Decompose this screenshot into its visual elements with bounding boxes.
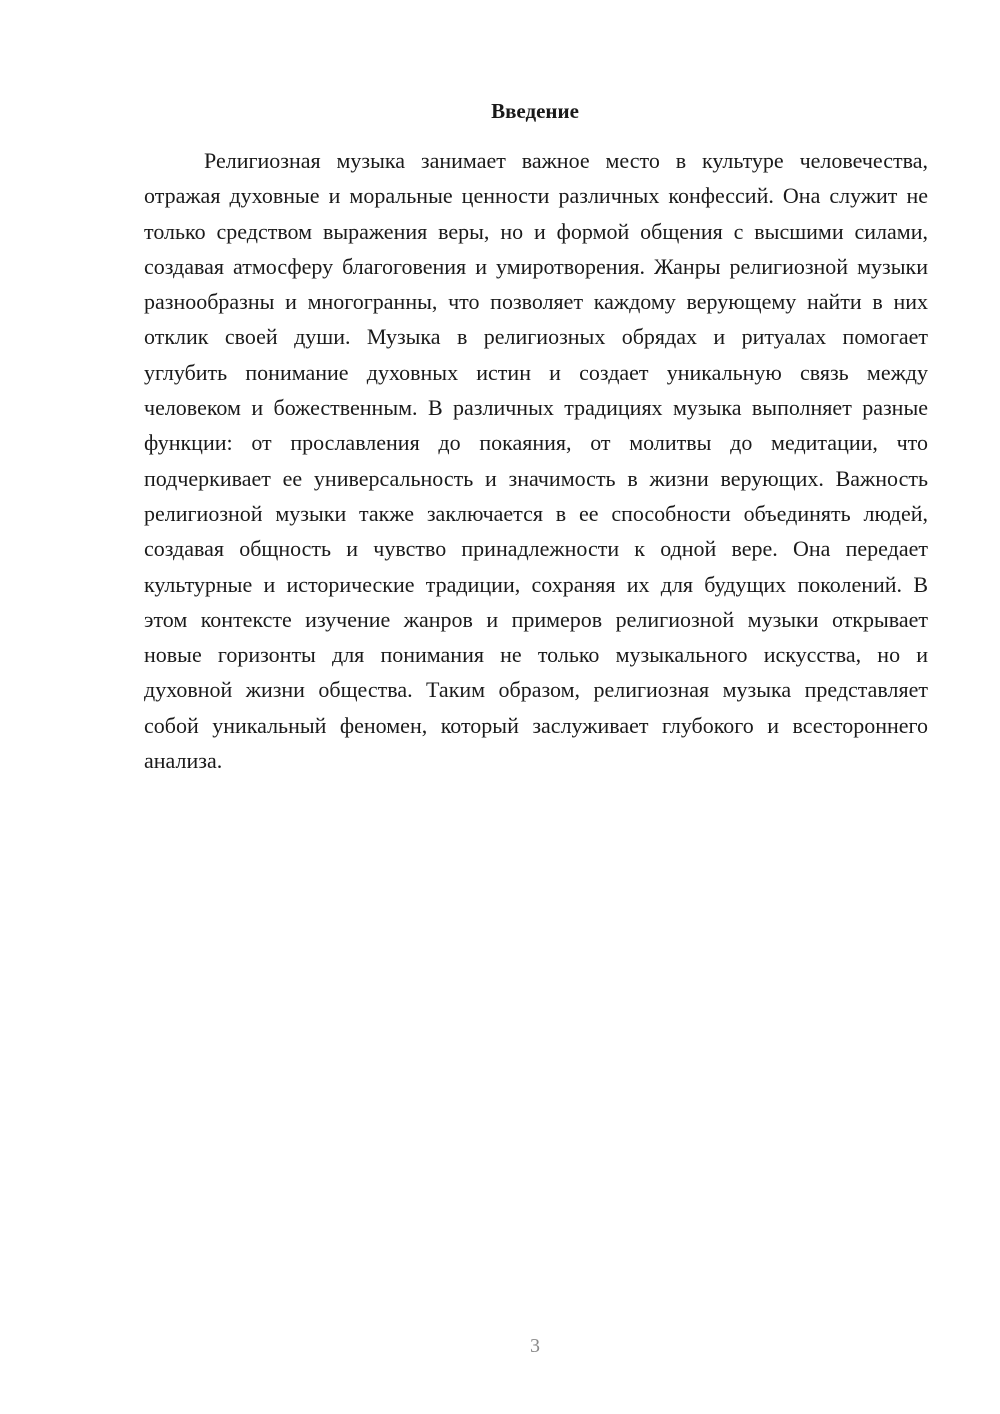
page-number: 3 xyxy=(530,1335,540,1357)
section-heading: Введение xyxy=(491,99,579,123)
intro-paragraph: Религиозная музыка занимает важное место в культуре человечества, отражая духовные и моральные ценности различных конфессий. Она служит не только средством выражения веры, но и формой общения с высшими силами, создавая атмосферу благоговения и умиротворения. Жанры религиозной музыки разнообразны и многогранны, что позволяет каждому верующему найти в них отклик своей души. Музыка в религиозных обрядах и ритуалах помогает углубить понимание духовных истин и создает уникальную связь между человеком и божественным. В различных традициях музыка выполняет разные функции: от прославления до покаяния, от молитвы до медитации, что подчеркивает ее универсальность и значимость в жизни верующих. Важность религиозной музыки также заключается в ее способности объединять людей, создавая общность и чувство принадлежности к одной вере. Она передает культурные и исторические традиции, сохраняя их для будущих поколений. В этом контексте изучение жанров и примеров религиозной музыки открывает новые горизонты для понимания не только музыкального искусства, но и духовной жизни общества. Таким образом, религиозная музыка представляет собой уникальный феномен, который заслуживает глубокого и всестороннего анализа. xyxy=(144,148,928,774)
